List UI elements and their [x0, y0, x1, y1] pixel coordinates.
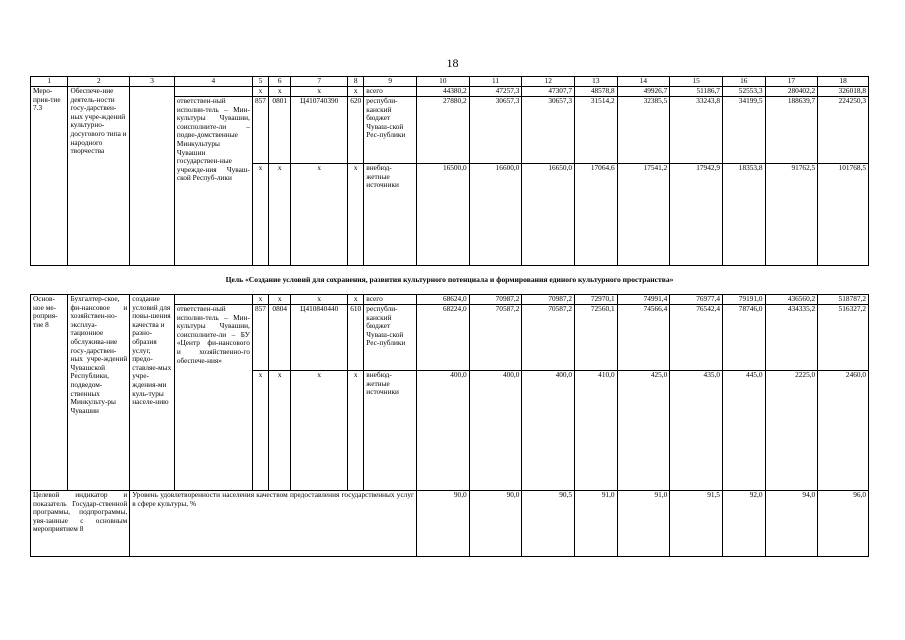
- value-cell: 70587,2: [469, 305, 522, 371]
- table-row: [31, 295, 869, 305]
- value-cell: 91,0: [617, 491, 670, 557]
- event-cell: Меро-прия-тие 7.3: [31, 87, 68, 266]
- value-cell: 44380,2: [416, 87, 469, 97]
- value-cell: 400,0: [416, 371, 469, 491]
- value-cell: 188639,7: [765, 97, 818, 164]
- header-cell: 5: [252, 77, 268, 87]
- cell: x: [269, 87, 291, 97]
- cell: x: [291, 164, 348, 266]
- value-cell: 326018,8: [818, 87, 869, 97]
- indicator-text: Уровень удовлетворенности населения качеством предоставления государственных услуг в сфере культуры, %: [130, 491, 417, 557]
- value-cell: 516327,2: [818, 305, 869, 371]
- indicator-row: [31, 491, 869, 557]
- cell: x: [291, 371, 348, 491]
- event-cell: Основ-ное ме-роприя-тие 8: [31, 295, 68, 491]
- cell: Ц410840440: [291, 305, 348, 371]
- cell: x: [269, 371, 291, 491]
- value-cell: 16650,0: [522, 164, 575, 266]
- cell: x: [269, 295, 291, 305]
- cell: x: [252, 295, 268, 305]
- value-cell: 2460,0: [818, 371, 869, 491]
- value-cell: 101768,5: [818, 164, 869, 266]
- value-cell: 435,0: [670, 371, 723, 491]
- header-cell: 7: [291, 77, 348, 87]
- header-cell: 8: [348, 77, 364, 87]
- program-table: [30, 76, 869, 557]
- value-cell: 72560,1: [575, 305, 618, 371]
- table-row: [31, 87, 869, 97]
- value-cell: 72970,1: [575, 295, 618, 305]
- header-cell: 10: [416, 77, 469, 87]
- value-cell: 2225,0: [765, 371, 818, 491]
- value-cell: 400,0: [522, 371, 575, 491]
- source-cell: всего: [364, 295, 417, 305]
- goal-row: [31, 266, 869, 295]
- cell: 0801: [269, 97, 291, 164]
- value-cell: 16600,0: [469, 164, 522, 266]
- value-cell: 92,0: [722, 491, 765, 557]
- result-cell: создание условий для повы-шения качества и разно-образия услуг, предо-ставляе-мых учре-ждения-ми куль-туры населе-нию: [130, 295, 175, 491]
- header-cell: 4: [174, 77, 252, 87]
- value-cell: 436560,2: [765, 295, 818, 305]
- value-cell: 96,0: [818, 491, 869, 557]
- executor-cell: ответствен-ный исполни-тель – Мин-культуры Чувашии, соисполните-ли – подве-домственные Минкультуры Чувашии государствен-ные учрежде-ния Чуваш-ской Респуб-лики: [174, 97, 252, 266]
- cell: 0804: [269, 305, 291, 371]
- value-cell: 68624,0: [416, 295, 469, 305]
- cell: x: [348, 164, 364, 266]
- header-cell: 17: [765, 77, 818, 87]
- indicator-label: Целевой индикатор и показатель Государ-ственной программы, подпрограммы, увя-занные с основным мероприятием 8: [31, 491, 130, 557]
- value-cell: 518787,2: [818, 295, 869, 305]
- source-cell: республи-канский бюджет Чуваш-ской Рес-публики: [364, 305, 417, 371]
- value-cell: 16500,0: [416, 164, 469, 266]
- cell: x: [252, 164, 268, 266]
- value-cell: 90,0: [469, 491, 522, 557]
- cell: Ц410740390: [291, 97, 348, 164]
- header-cell: 15: [670, 77, 723, 87]
- executor-cell: ответствен-ный исполни-тель – Мин-культуры Чувашии, соисполните-ли – БУ «Центр фи-нансового и хозяйственно-го обеспече-ния»: [174, 305, 252, 491]
- value-cell: 400,0: [469, 371, 522, 491]
- cell: 610: [348, 305, 364, 371]
- cell: x: [348, 295, 364, 305]
- value-cell: 91,0: [575, 491, 618, 557]
- cell: x: [348, 87, 364, 97]
- value-cell: 425,0: [617, 371, 670, 491]
- value-cell: 18353,8: [722, 164, 765, 266]
- value-cell: 90,0: [416, 491, 469, 557]
- source-cell: республи-канский бюджет Чуваш-ской Рес-публики: [364, 97, 417, 164]
- cell: x: [252, 371, 268, 491]
- page-number: 18: [446, 56, 459, 70]
- value-cell: 30657,3: [522, 97, 575, 164]
- cell: 857: [252, 305, 268, 371]
- value-cell: 51186,7: [670, 87, 723, 97]
- value-cell: 49926,7: [617, 87, 670, 97]
- value-cell: 47307,7: [522, 87, 575, 97]
- value-cell: 48578,8: [575, 87, 618, 97]
- value-cell: 30657,3: [469, 97, 522, 164]
- value-cell: 78746,0: [722, 305, 765, 371]
- header-cell: 6: [269, 77, 291, 87]
- header-cell: 18: [818, 77, 869, 87]
- source-cell: внебюд-жетные источники: [364, 371, 417, 491]
- executor-empty-cell: [174, 87, 252, 97]
- cell: 857: [252, 97, 268, 164]
- cell: x: [269, 164, 291, 266]
- header-cell: 9: [364, 77, 417, 87]
- value-cell: 32385,5: [617, 97, 670, 164]
- value-cell: 74566,4: [617, 305, 670, 371]
- header-cell: 11: [469, 77, 522, 87]
- value-cell: 224250,3: [818, 97, 869, 164]
- value-cell: 445,0: [722, 371, 765, 491]
- value-cell: 74991,4: [617, 295, 670, 305]
- value-cell: 27880,2: [416, 97, 469, 164]
- source-cell: всего: [364, 87, 417, 97]
- value-cell: 17541,2: [617, 164, 670, 266]
- header-cell: 14: [617, 77, 670, 87]
- value-cell: 52553,3: [722, 87, 765, 97]
- value-cell: 34199,5: [722, 97, 765, 164]
- header-cell: 2: [68, 77, 130, 87]
- value-cell: 91,5: [670, 491, 723, 557]
- value-cell: 434335,2: [765, 305, 818, 371]
- event-name-cell: Обеспече-ние деятель-ности госу-дарствен-ных учре-ждений культурно-досугового типа и народного творчества: [68, 87, 130, 266]
- header-cell: 13: [575, 77, 618, 87]
- value-cell: 94,0: [765, 491, 818, 557]
- cell: 620: [348, 97, 364, 164]
- value-cell: 76542,4: [670, 305, 723, 371]
- result-cell: [130, 87, 175, 266]
- header-cell: 3: [130, 77, 175, 87]
- source-cell: внебюд-жетные источники: [364, 164, 417, 266]
- value-cell: 76977,4: [670, 295, 723, 305]
- value-cell: 70987,2: [522, 295, 575, 305]
- cell: x: [291, 295, 348, 305]
- value-cell: 47257,3: [469, 87, 522, 97]
- value-cell: 280402,2: [765, 87, 818, 97]
- value-cell: 68224,0: [416, 305, 469, 371]
- value-cell: 31514,2: [575, 97, 618, 164]
- header-cell: 16: [722, 77, 765, 87]
- value-cell: 90,5: [522, 491, 575, 557]
- value-cell: 17942,9: [670, 164, 723, 266]
- header-cell: 1: [31, 77, 68, 87]
- value-cell: 70587,2: [522, 305, 575, 371]
- goal-heading: Цель «Создание условий для сохранения, развития культурного потенциала и формирования единого культурного пространства»: [31, 266, 869, 295]
- cell: x: [291, 87, 348, 97]
- value-cell: 17064,6: [575, 164, 618, 266]
- value-cell: 70987,2: [469, 295, 522, 305]
- cell: x: [348, 371, 364, 491]
- header-cell: 12: [522, 77, 575, 87]
- cell: x: [252, 87, 268, 97]
- executor-empty-cell: [174, 295, 252, 305]
- value-cell: 410,0: [575, 371, 618, 491]
- value-cell: 79191,0: [722, 295, 765, 305]
- event-name-cell: Бухгалтер-ское, фи-нансовое и хозяйствен-но-эксплуа-тационное обслужива-ние госу-дарствен-ных учре-ждений Чувашской Республики, подведом-ственных Минкульту-ры Чувашии: [68, 295, 130, 491]
- header-row: [31, 77, 869, 87]
- value-cell: 91762,5: [765, 164, 818, 266]
- value-cell: 33243,8: [670, 97, 723, 164]
